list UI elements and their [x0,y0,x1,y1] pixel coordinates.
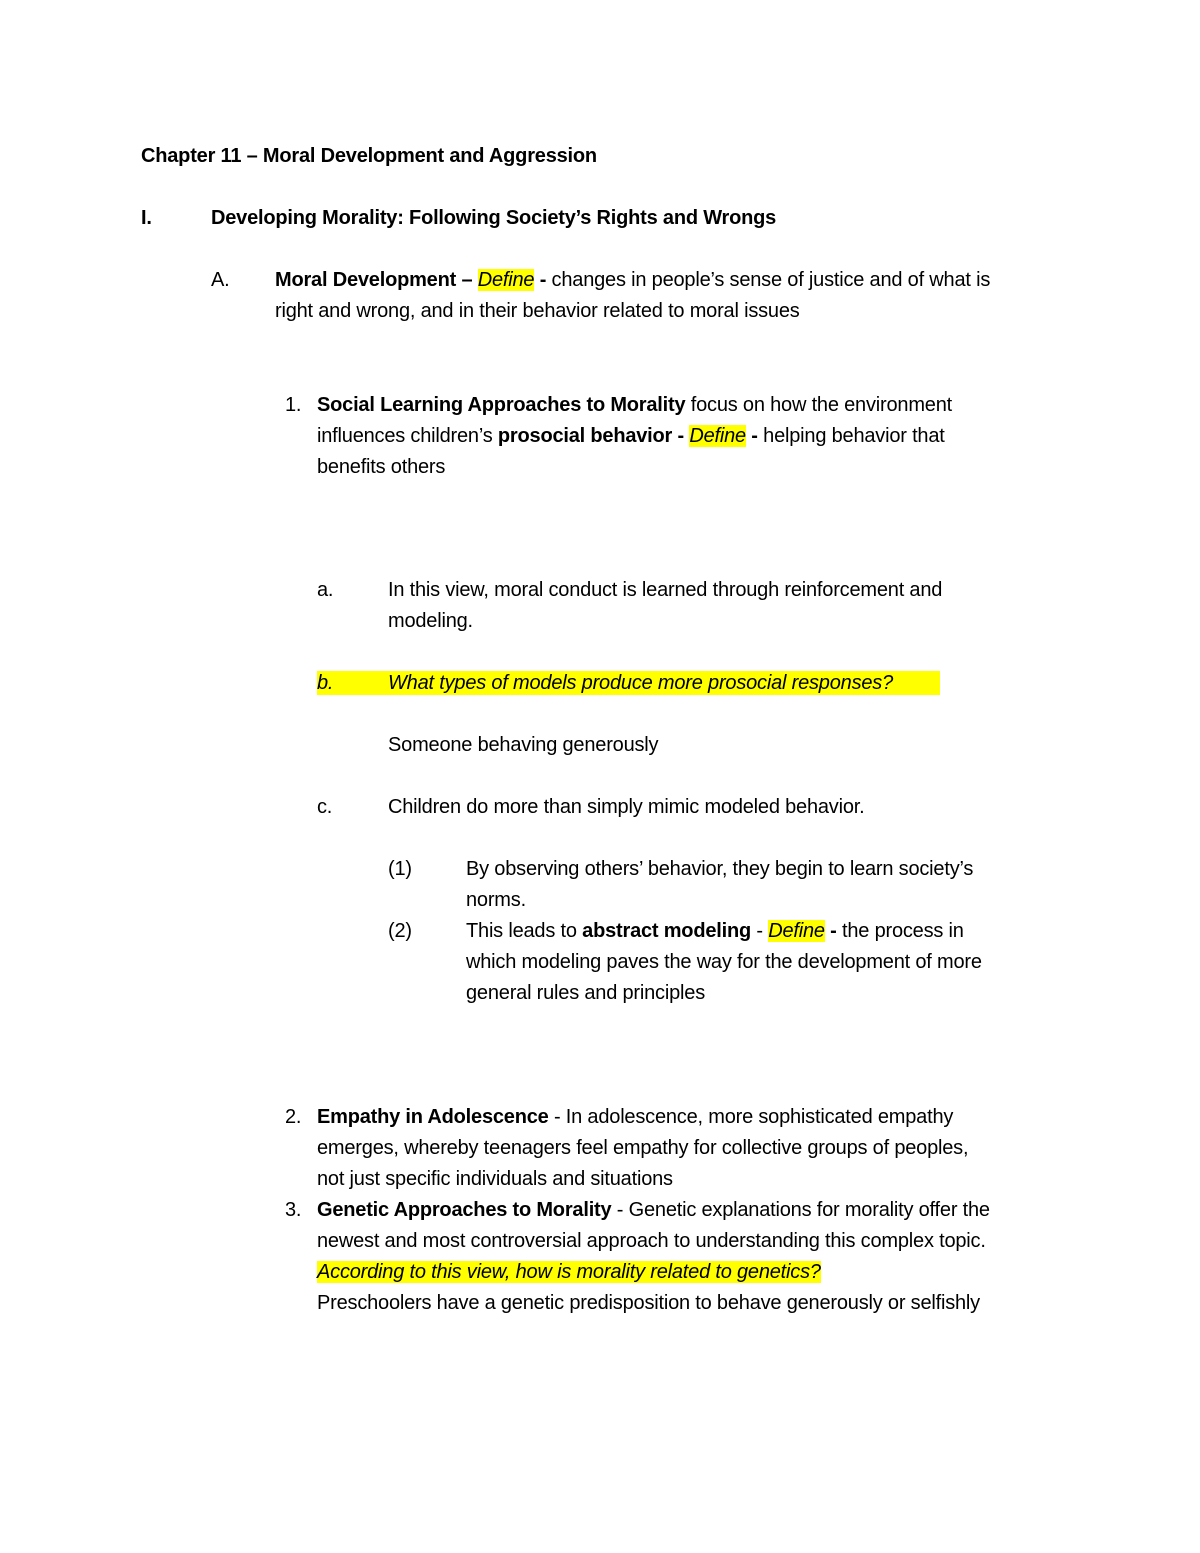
item-marker: 2. [285,1106,302,1128]
dash: - [672,425,690,447]
item-2-line3: not just specific individuals and situations [317,1168,673,1190]
item-marker: a. [317,579,334,601]
definition-text: changes in people’s sense of justice and of what is [551,269,991,291]
question: According to this view, how is morality related to genetics? [317,1261,821,1283]
item-1-line1 [317,393,952,417]
section-heading: Developing Morality: Following Society’s Rights and Wrongs [211,207,777,229]
item-2-line2: emerges, whereby teenagers feel empathy for collective groups of peoples, [317,1137,969,1159]
define-label: Define [768,920,825,942]
term: Empathy in Adolescence [317,1106,549,1128]
text: This leads to [466,920,583,942]
item-marker: 1. [285,394,302,416]
item-marker: c. [317,796,333,818]
question: What types of models produce more prosocial responses? [388,672,894,694]
term: Moral Development – [275,269,473,291]
item-3-question-row [317,1260,821,1284]
text: influences children’s [317,425,498,447]
define-label: Define [689,425,746,447]
item-1c2-line1 [466,919,964,943]
item-1c2-line2: which modeling paves the way for the development of more [466,951,982,973]
text: - Genetic explanations for morality offer the [611,1199,990,1221]
term: abstract modeling [582,920,752,942]
item-a-line2: right and wrong, and in their behavior related to moral issues [275,300,800,322]
term: prosocial behavior [497,425,673,447]
answer: Preschoolers have a genetic predisposition to behave generously or selfishly [317,1292,980,1314]
page-title: Chapter 11 – Moral Development and Aggression [141,145,597,167]
define-label: Define [477,269,535,291]
item-1a-line2: modeling. [388,610,473,632]
dash: - [751,920,769,942]
item-marker: A. [211,269,230,291]
item-a-line1 [275,268,990,292]
item-marker: (2) [388,920,412,942]
item-marker: b. [317,672,334,694]
section-marker: I. [141,207,152,229]
item-1a-line1: In this view, moral conduct is learned through reinforcement and [388,579,943,601]
item-1c1-line2: norms. [466,889,526,911]
item-2-line1 [317,1105,953,1129]
definition-text: helping behavior that [763,425,945,447]
dash: - [534,269,552,291]
item-1b-highlight-row [317,671,940,695]
term: Genetic Approaches to Morality [317,1199,612,1221]
item-1c-text: Children do more than simply mimic modeled behavior. [388,796,865,818]
term: Social Learning Approaches to Morality [317,394,686,416]
item-3-line1 [317,1198,990,1222]
item-1-line3: benefits others [317,456,446,478]
item-1-line2 [317,424,945,448]
text: focus on how the environment [685,394,952,416]
text: the process in [842,920,964,942]
item-marker: 3. [285,1199,302,1221]
item-1c1-line1: By observing others’ behavior, they begin to learn society’s [466,858,974,880]
item-3-line2: newest and most controversial approach to understanding this complex topic. [317,1230,986,1252]
item-marker: (1) [388,858,412,880]
answer: Someone behaving generously [388,734,659,756]
dash: - [824,920,843,942]
dash: - [745,425,764,447]
text: - In adolescence, more sophisticated empathy [548,1106,954,1128]
item-1c2-line3: general rules and principles [466,982,705,1004]
